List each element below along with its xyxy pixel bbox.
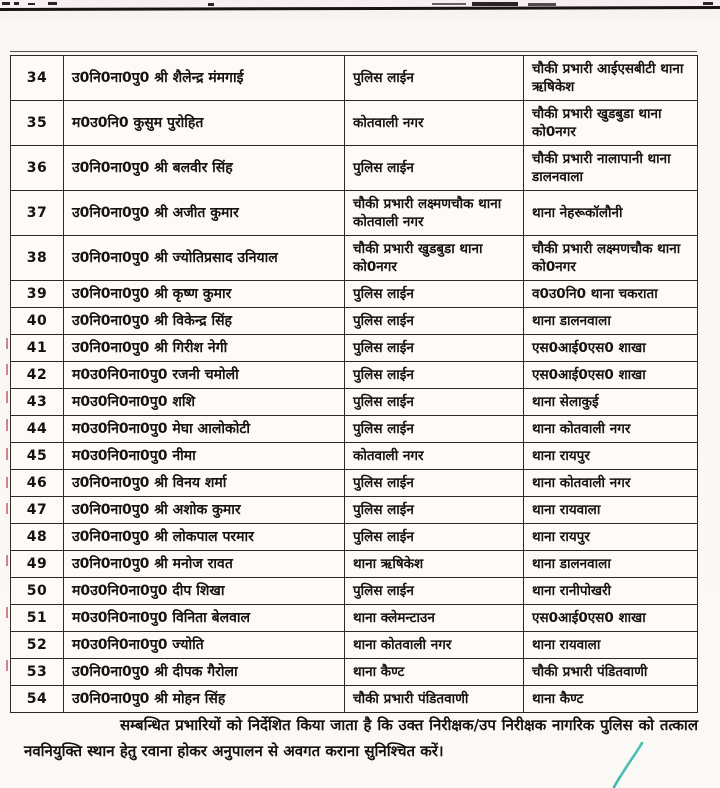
new-posting-cell: थाना रायवाला (524, 632, 698, 659)
rank-name-cell: उ0नि0ना0पु0 श्री लोकपाल परमार (64, 524, 345, 551)
new-posting-cell: चौकी प्रभारी खुडबुडा थाना को0नगर (524, 101, 698, 146)
serial-number-cell: 46 (11, 470, 64, 497)
table-row (11, 389, 698, 416)
table-row (11, 335, 698, 362)
serial-number-cell: 37 (11, 191, 64, 236)
rank-name-cell: म0उ0नि0ना0पु0 मेघा आलोकोटी (64, 416, 345, 443)
red-margin-mark (6, 419, 8, 431)
serial-number-cell: 48 (11, 524, 64, 551)
rank-name-cell: उ0नि0ना0पु0 श्री अजीत कुमार (64, 191, 345, 236)
serial-number-cell: 50 (11, 578, 64, 605)
transfer-table-body (11, 56, 698, 713)
serial-number-cell: 44 (11, 416, 64, 443)
table-row (11, 308, 698, 335)
scan-artifact (2, 2, 10, 5)
serial-number-cell: 34 (11, 56, 64, 101)
rank-name-cell: उ0नि0ना0पु0 श्री दीपक गैरोला (64, 659, 345, 686)
red-margin-mark (6, 503, 8, 514)
serial-number-cell: 47 (11, 497, 64, 524)
serial-number-cell: 45 (11, 443, 64, 470)
serial-number-cell: 54 (11, 686, 64, 713)
serial-number-cell: 36 (11, 146, 64, 191)
rank-name-cell: उ0नि0ना0पु0 श्री शैलेन्द्र मंमगाई (64, 56, 345, 101)
red-margin-mark (6, 555, 8, 566)
red-margin-mark (6, 391, 8, 403)
page-top-rule (0, 6, 720, 11)
scan-artifact (28, 3, 35, 5)
table-row (11, 146, 698, 191)
rank-name-cell: उ0नि0ना0पु0 श्री अशोक कुमार (64, 497, 345, 524)
present-posting-cell: पुलिस लाईन (345, 524, 524, 551)
new-posting-cell: थाना सेलाकुई (524, 389, 698, 416)
new-posting-cell: एस0आई0एस0 शाखा (524, 605, 698, 632)
rank-name-cell: उ0नि0ना0पु0 श्री मोहन सिंह (64, 686, 345, 713)
rank-name-cell: म0उ0नि0ना0पु0 रजनी चमोली (64, 362, 345, 389)
present-posting-cell: पुलिस लाईन (345, 416, 524, 443)
present-posting-cell: पुलिस लाईन (345, 281, 524, 308)
table-row (11, 524, 698, 551)
rank-name-cell: म0उ0नि0 कुसुम पुरोहित (64, 101, 345, 146)
present-posting-cell: चौकी प्रभारी पंडितवाणी (345, 686, 524, 713)
present-posting-cell: पुलिस लाईन (345, 497, 524, 524)
rank-name-cell: म0उ0नि0ना0पु0 ज्योति (64, 632, 345, 659)
present-posting-cell: पुलिस लाईन (345, 56, 524, 101)
serial-number-cell: 43 (11, 389, 64, 416)
teal-pen-tick-icon (598, 742, 648, 788)
serial-number-cell: 51 (11, 605, 64, 632)
serial-number-cell: 53 (11, 659, 64, 686)
table-row (11, 605, 698, 632)
rank-name-cell: उ0नि0ना0पु0 श्री विनय शर्मा (64, 470, 345, 497)
new-posting-cell: थाना रायवाला (524, 497, 698, 524)
new-posting-cell: एस0आई0एस0 शाखा (524, 335, 698, 362)
present-posting-cell: पुलिस लाईन (345, 308, 524, 335)
red-margin-mark (6, 338, 8, 349)
instruction-paragraph: सम्बन्धित प्रभारियों को निर्देशित किया जाता है कि उक्त निरीक्षक/उप निरीक्षक नागरिक पुलिस को तत्काल नवनियुक्ति स्थान हेतु रवाना होकर अनुपालन से अवगत कराना सुनिश्चित करें। (24, 716, 698, 760)
new-posting-cell: चौकी प्रभारी पंडितवाणी (524, 659, 698, 686)
serial-number-cell: 42 (11, 362, 64, 389)
rank-name-cell: म0उ0नि0ना0पु0 दीप शिखा (64, 578, 345, 605)
new-posting-cell: चौकी प्रभारी लक्ष्मणचौक थाना को0नगर (524, 236, 698, 281)
table-row (11, 416, 698, 443)
table-row (11, 236, 698, 281)
present-posting-cell: पुलिस लाईन (345, 578, 524, 605)
serial-number-cell: 35 (11, 101, 64, 146)
transfer-table (10, 55, 698, 713)
new-posting-cell: व0उ0नि0 थाना चकराता (524, 281, 698, 308)
rank-name-cell: उ0नि0ना0पु0 श्री कृष्ण कुमार (64, 281, 345, 308)
table-row (11, 578, 698, 605)
rank-name-cell: म0उ0नि0ना0पु0 विनिता बेलवाल (64, 605, 345, 632)
serial-number-cell: 49 (11, 551, 64, 578)
scan-artifact (14, 2, 19, 5)
present-posting-cell: चौकी प्रभारी लक्ष्मणचौक थाना कोतवाली नगर (345, 191, 524, 236)
scan-artifact (472, 2, 518, 6)
table-row (11, 101, 698, 146)
table-row (11, 659, 698, 686)
rank-name-cell: उ0नि0ना0पु0 श्री ज्योतिप्रसाद उनियाल (64, 236, 345, 281)
scan-artifact (432, 3, 466, 5)
present-posting-cell: थाना ऋषिकेश (345, 551, 524, 578)
serial-number-cell: 41 (11, 335, 64, 362)
new-posting-cell: थाना डालनवाला (524, 308, 698, 335)
rank-name-cell: उ0नि0ना0पु0 श्री मनोज रावत (64, 551, 345, 578)
present-posting-cell: कोतवाली नगर (345, 101, 524, 146)
serial-number-cell: 38 (11, 236, 64, 281)
present-posting-cell: कोतवाली नगर (345, 443, 524, 470)
table-row (11, 686, 698, 713)
table-row (11, 470, 698, 497)
new-posting-cell: चौकी प्रभारी नालापानी थाना डालनवाला (524, 146, 698, 191)
serial-number-cell: 39 (11, 281, 64, 308)
present-posting-cell: पुलिस लाईन (345, 362, 524, 389)
scan-artifact (208, 3, 214, 6)
scan-artifact (528, 3, 556, 6)
table-top-double-rule (10, 51, 697, 52)
present-posting-cell: पुलिस लाईन (345, 146, 524, 191)
table-row (11, 281, 698, 308)
rank-name-cell: उ0नि0ना0पु0 श्री गिरीश नेगी (64, 335, 345, 362)
new-posting-cell: थाना कैण्ट (524, 686, 698, 713)
present-posting-cell: थाना क्लेमन्टाउन (345, 605, 524, 632)
rank-name-cell: म0उ0नि0ना0पु0 शशि (64, 389, 345, 416)
present-posting-cell: पुलिस लाईन (345, 335, 524, 362)
new-posting-cell: थाना डालनवाला (524, 551, 698, 578)
red-margin-mark (6, 448, 8, 460)
rank-name-cell: उ0नि0ना0पु0 श्री विकेन्द्र सिंह (64, 308, 345, 335)
red-margin-mark (6, 607, 8, 618)
present-posting-cell: थाना कोतवाली नगर (345, 632, 524, 659)
serial-number-cell: 40 (11, 308, 64, 335)
scan-artifact (48, 2, 57, 5)
red-margin-mark (6, 660, 8, 671)
table-row (11, 551, 698, 578)
new-posting-cell: थाना रानीपोखरी (524, 578, 698, 605)
present-posting-cell: थाना कैण्ट (345, 659, 524, 686)
rank-name-cell: म0उ0नि0ना0पु0 नीमा (64, 443, 345, 470)
new-posting-cell: थाना नेहरूकॉलौनी (524, 191, 698, 236)
table-row (11, 56, 698, 101)
present-posting-cell: पुलिस लाईन (345, 389, 524, 416)
present-posting-cell: चौकी प्रभारी खुडबुडा थाना को0नगर (345, 236, 524, 281)
rank-name-cell: उ0नि0ना0पु0 श्री बलवीर सिंह (64, 146, 345, 191)
table-row (11, 443, 698, 470)
new-posting-cell: थाना कोतवाली नगर (524, 416, 698, 443)
new-posting-cell: थाना रायपुर (524, 524, 698, 551)
red-margin-mark (6, 477, 8, 488)
new-posting-cell: थाना कोतवाली नगर (524, 470, 698, 497)
new-posting-cell: थाना रायपुर (524, 443, 698, 470)
table-row (11, 632, 698, 659)
new-posting-cell: चौकी प्रभारी आईएसबीटी थाना ऋषिकेश (524, 56, 698, 101)
scan-artifact (703, 2, 713, 5)
table-row (11, 362, 698, 389)
present-posting-cell: पुलिस लाईन (345, 470, 524, 497)
red-margin-mark (6, 364, 8, 375)
table-row (11, 191, 698, 236)
new-posting-cell: एस0आई0एस0 शाखा (524, 362, 698, 389)
serial-number-cell: 52 (11, 632, 64, 659)
table-row (11, 497, 698, 524)
